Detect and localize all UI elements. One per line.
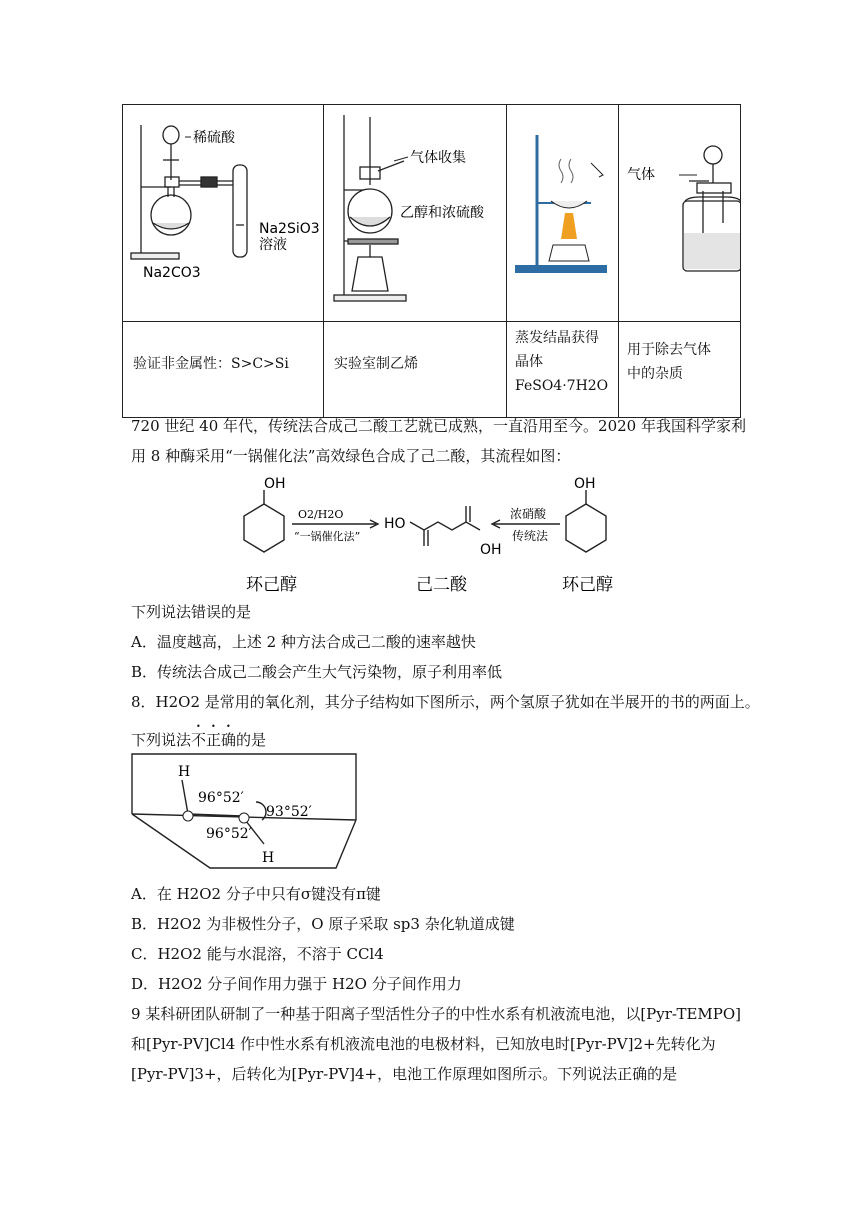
caption-cell-4 — [619, 322, 741, 418]
q8-stem-pre: 下列说法 — [131, 731, 192, 749]
caption-ethylene: 实验室制乙烯 — [334, 356, 418, 372]
q7-line1: 720 世纪 40 年代，传统法合成己二酸工艺就已成熟，一直沿用至今。2020 年我国科学家利 — [131, 417, 746, 435]
fig-label-gas: 气体 — [627, 167, 655, 183]
acid-strength-apparatus-figure — [123, 105, 323, 317]
apparatus-table — [122, 104, 741, 418]
ethylene-apparatus-figure — [324, 105, 506, 317]
compound-label-left: 环己醇 — [246, 575, 297, 595]
oh-label-mid: OH — [480, 542, 502, 558]
q8-stem-post: 的是 — [236, 731, 267, 749]
compound-label-right: 环己醇 — [562, 575, 613, 595]
caption-cell-2 — [324, 322, 507, 418]
fig-label-ethanol-sulfuric-acid: 乙醇和浓硫酸 — [400, 205, 484, 221]
oh-label-left: OH — [264, 476, 286, 492]
fig-label-dilute-sulfuric-acid: 稀硫酸 — [193, 130, 235, 146]
q8-option-c: C．H2O2 能与水混溶，不溶于 CCl4 — [131, 945, 384, 963]
caption-evaporation-line1: 蒸发结晶获得 — [515, 330, 599, 346]
caption-cell-3 — [507, 322, 619, 418]
fig-label-na2co3: Na2CO3 — [143, 265, 201, 281]
q9-line2: 和[Pyr-PV]Cl4 作中性水系有机液流电池的电极材料，已知放电时[Pyr-PV]2+先转化为 — [131, 1035, 716, 1053]
angle-label-upper: 96°52′ — [198, 790, 244, 806]
caption-cell-1 — [123, 322, 324, 418]
q9-line3: [Pyr-PV]3+，后转化为[Pyr-PV]4+，电池工作原理如图所示。下列说法正确的是 — [131, 1065, 678, 1083]
caption-gas-washing-line1: 用于除去气体 — [627, 342, 711, 358]
q7-option-b: B．传统法合成己二酸会产生大气污染物，原子利用率低 — [131, 663, 503, 681]
q7-option-a: A．温度越高，上述 2 种方法合成己二酸的速率越快 — [131, 633, 476, 651]
fig-label-na2sio3: Na2SiO3 — [259, 221, 320, 237]
compound-label-mid: 己二酸 — [416, 575, 467, 595]
gas-washing-apparatus-figure — [619, 105, 740, 317]
caption-acid-strength: 验证非金属性：S>C>Si — [133, 356, 289, 372]
q8-option-d: D．H2O2 分子间作用力强于 H2O 分子间作用力 — [131, 975, 462, 993]
caption-gas-washing-line2: 中的杂质 — [627, 366, 683, 382]
h-atom-bottom: H — [262, 850, 275, 866]
q9-line1: 9 某科研团队研制了一种基于阳离子型活性分子的中性水系有机液流电池，以[Pyr-TEMPO] — [131, 1005, 741, 1023]
q8-stem-emphasis: 不正确 — [191, 731, 237, 749]
ho-label: HO — [384, 516, 406, 532]
q8-option-a: A．在 H2O2 分子中只有σ键没有π键 — [131, 885, 381, 903]
caption-evaporation-line3: FeSO4·7H2O — [515, 378, 609, 394]
oh-label-right: OH — [574, 476, 596, 492]
apparatus-cell-1 — [123, 105, 324, 322]
angle-label-lower: 96°52′ — [206, 826, 252, 842]
q8-option-b: B．H2O2 为非极性分子，O 原子采取 sp3 杂化轨道成键 — [131, 915, 515, 933]
arrow2-reagent: 浓硝酸 — [510, 507, 547, 521]
arrow1-method: “一锅催化法” — [294, 530, 361, 543]
q8-line1: 8．H2O2 是常用的氧化剂，其分子结构如下图所示，两个氢原子犹如在半展开的书的两面上。 — [131, 693, 760, 711]
fig-label-gas-collection: 气体收集 — [410, 150, 466, 166]
adipic-acid-scheme — [240, 474, 620, 598]
dihedral-angle-label: 93°52′ — [266, 804, 312, 820]
caption-evaporation-line2: 晶体 — [515, 354, 543, 370]
apparatus-cell-2 — [324, 105, 507, 322]
q7-stem: 下列说法错误的是 — [131, 603, 252, 621]
h-atom-top: H — [178, 764, 191, 780]
apparatus-cell-3 — [507, 105, 619, 322]
arrow1-reagent: O2/H2O — [298, 508, 344, 521]
h2o2-structure-figure — [128, 750, 360, 880]
fig-label-solution: 溶液 — [259, 237, 287, 253]
q7-line2: 用 8 种酶采用“一锅催化法”高效绿色合成了己二酸，其流程如图： — [131, 447, 571, 465]
evaporation-apparatus-figure — [507, 105, 618, 317]
apparatus-cell-4 — [619, 105, 741, 322]
arrow2-method: 传统法 — [512, 529, 549, 543]
q8-stem — [131, 722, 266, 750]
